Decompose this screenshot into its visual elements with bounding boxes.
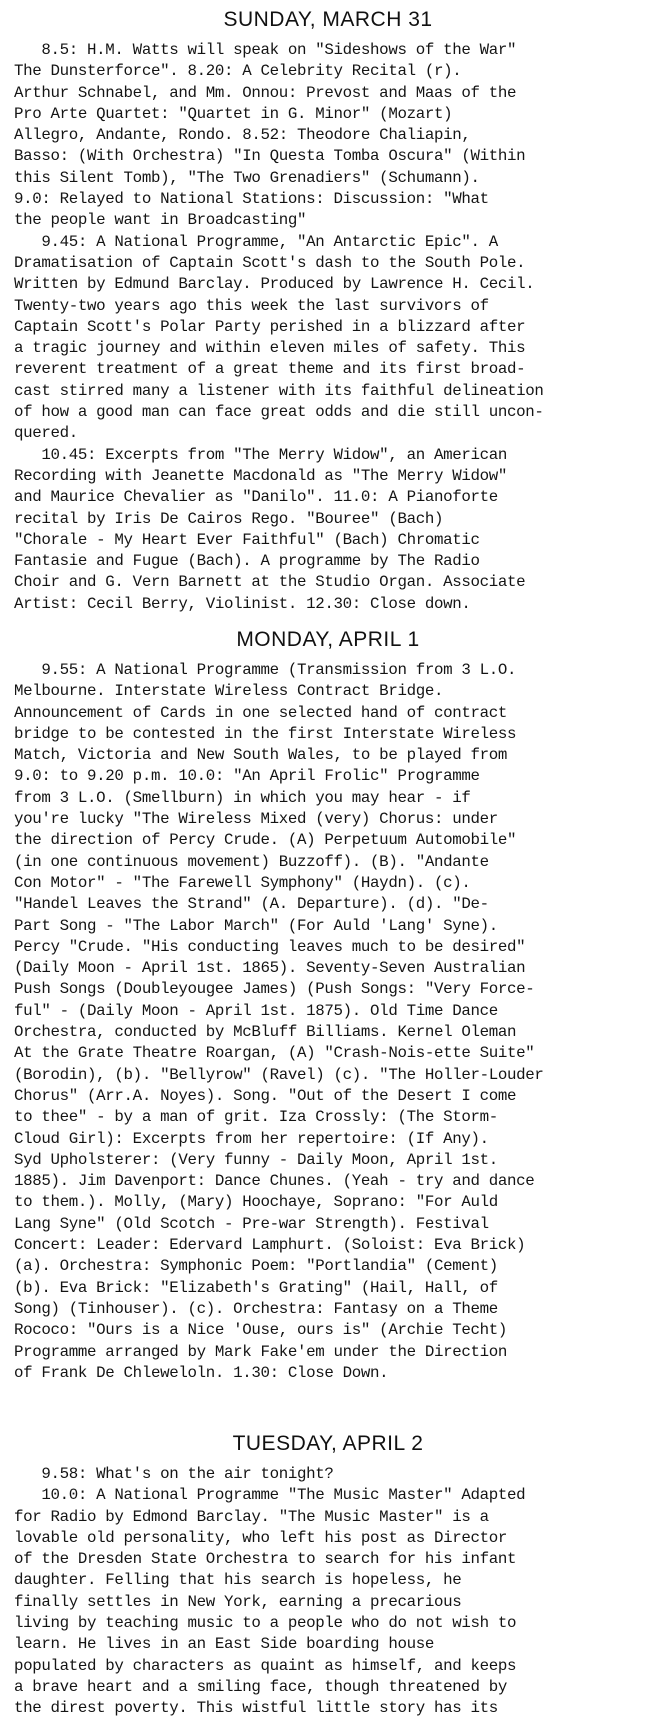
text-line: 9.0: to 9.20 p.m. 10.0: "An April Frolic" Programme (14, 767, 480, 786)
text-line: Match, Victoria and New South Wales, to be played from (14, 746, 508, 765)
text-line: Twenty-two years ago this week the last survivors of (14, 296, 489, 315)
text-line: Cloud Girl): Excerpts from her repertoire: (If Any). (14, 1129, 489, 1148)
text-line: you're lucky "The Wireless Mixed (very) Chorus: under (14, 810, 498, 829)
text-line: The Dunsterforce". 8.20: A Celebrity Recital (r). (14, 62, 462, 81)
text-line: from 3 L.O. (Smellburn) in which you may hear - if (14, 788, 471, 807)
text-line: Lang Syne" (Old Scotch - Pre-war Strength). Festival (14, 1214, 489, 1233)
text-line: (b). Eva Brick: "Elizabeth's Grating" (Hail, Hall, of (14, 1278, 498, 1297)
text-line: living by teaching music to a people who do not wish to (14, 1614, 517, 1633)
text-line: Written by Edmund Barclay. Produced by Lawrence H. Cecil. (14, 275, 535, 294)
text-line: 8.5: H.M. Watts will speak on "Sideshows of the War" (14, 41, 517, 59)
text-line: Allegro, Andante, Rondo. 8.52: Theodore Chaliapin, (14, 126, 471, 145)
text-line: learn. He lives in an East Side boarding house (14, 1635, 434, 1654)
text-line: Announcement of Cards in one selected hand of contract (14, 703, 508, 722)
text-line: of Frank De Chleweloln. 1.30: Close Down. (14, 1363, 389, 1382)
text-line: a tragic journey and within eleven miles of safety. This (14, 339, 526, 358)
text-line: Artist: Cecil Berry, Violinist. 12.30: Close down. (14, 594, 471, 613)
text-line: 9.0: Relayed to National Stations: Discussion: "What (14, 190, 489, 209)
text-line: for Radio by Edmond Barclay. "The Music Master" is a (14, 1507, 489, 1526)
text-line: Concert: Leader: Edervard Lamphurt. (Soloist: Eva Brick) (14, 1236, 526, 1255)
sunday-programme-text (14, 40, 646, 615)
text-line: (a). Orchestra: Symphonic Poem: "Portlandia" (Cement) (14, 1257, 498, 1276)
text-line: "Chorale - My Heart Ever Faithful" (Bach) Chromatic (14, 530, 480, 549)
text-line: Recording with Jeanette Macdonald as "The Merry Widow" (14, 466, 508, 485)
text-line: Rococo: "Ours is a Nice 'Ouse, ours is" (Archie Techt) (14, 1321, 508, 1340)
text-line: of the Dresden State Orchestra to search for his infant (14, 1550, 517, 1569)
text-line: lovable old personality, who left his post as Director (14, 1528, 508, 1547)
text-line: Con Motor" - "The Farewell Symphony" (Haydn). (c). (14, 873, 471, 892)
text-line: At the Grate Theatre Roargan, (A) "Crash-Nois-ette Suite" (14, 1044, 535, 1063)
text-line: (Daily Moon - April 1st. 1865). Seventy-Seven Australian (14, 959, 526, 978)
text-line: Captain Scott's Polar Party perished in a blizzard after (14, 317, 526, 336)
text-line: 9.55: A National Programme (Transmission from 3 L.O. (14, 661, 517, 679)
text-line: the direst poverty. This wistful little story has its (14, 1699, 498, 1718)
text-line: Fantasie and Fugue (Bach). A programme by The Radio (14, 552, 480, 571)
text-line: finally settles in New York, earning a precarious (14, 1592, 462, 1611)
text-line: cast stirred many a listener with its faithful delineation (14, 381, 544, 400)
text-line: 10.0: A National Programme "The Music Master" Adapted (14, 1486, 526, 1505)
text-line: 9.45: A National Programme, "An Antarctic Epic". A (14, 232, 498, 251)
text-line: recital by Iris De Cairos Rego. "Bouree" (Bach) (14, 509, 444, 528)
text-line: reverent treatment of a great theme and its first broad- (14, 360, 526, 379)
day-heading-tuesday: TUESDAY, APRIL 2 (232, 1432, 424, 1455)
text-line: Dramatisation of Captain Scott's dash to the South Pole. (14, 253, 526, 272)
text-line: this Silent Tomb), "The Two Grenadiers" (Schumann). (14, 168, 480, 187)
text-line: ful" - (Daily Moon - April 1st. 1875). Old Time Dance (14, 1001, 498, 1020)
text-line: Chorus" (Arr.A. Noyes). Song. "Out of the Desert I come (14, 1086, 517, 1105)
text-line: Song) (Tinhouser). (c). Orchestra: Fantasy on a Theme (14, 1299, 498, 1318)
text-line: to thee" - by a man of grit. Iza Crossly: (The Storm- (14, 1108, 498, 1127)
text-line: Part Song - "The Labor March" (For Auld 'Lang' Syne). (14, 916, 498, 935)
text-line: 10.45: Excerpts from "The Merry Widow", an American (14, 445, 508, 464)
text-line: Choir and G. Vern Barnett at the Studio Organ. Associate (14, 573, 526, 592)
text-line: and Maurice Chevalier as "Danilo". 11.0: A Pianoforte (14, 488, 498, 507)
text-line: bridge to be contested in the first Interstate Wireless (14, 724, 517, 743)
text-line: the direction of Percy Crude. (A) Perpetuum Automobile" (14, 831, 517, 850)
text-line: 9.58: What's on the air tonight? (14, 1465, 334, 1483)
text-line: Arthur Schnabel, and Mm. Onnou: Prevost and Maas of the (14, 83, 517, 102)
text-line: to them.). Molly, (Mary) Hoochaye, Soprano: "For Auld (14, 1193, 498, 1212)
text-line: Push Songs (Doubleyougee James) (Push Songs: "Very Force- (14, 980, 535, 999)
text-line: quered. (14, 424, 78, 443)
text-line: Basso: (With Orchestra) "In Questa Tomba Oscura" (Within (14, 147, 526, 166)
text-line: Programme arranged by Mark Fake'em under the Direction (14, 1342, 508, 1361)
text-line: "Handel Leaves the Strand" (A. Departure). (d). "De- (14, 895, 489, 914)
text-line: the people want in Broadcasting" (14, 211, 307, 230)
monday-programme-text (14, 660, 646, 1384)
text-line: Percy "Crude. "His conducting leaves much to be desired" (14, 937, 526, 956)
text-line: Syd Upholsterer: (Very funny - Daily Moon, April 1st. (14, 1150, 498, 1169)
text-line: Melbourne. Interstate Wireless Contract Bridge. (14, 682, 444, 701)
day-heading-sunday: SUNDAY, MARCH 31 (223, 8, 433, 31)
text-line: (in one continuous movement) Buzzoff). (B). "Andante (14, 852, 489, 871)
text-line: populated by characters as quaint as himself, and keeps (14, 1656, 517, 1675)
day-heading-monday: MONDAY, APRIL 1 (236, 628, 420, 651)
text-line: Orchestra, conducted by McBluff Billiams. Kernel Oleman (14, 1023, 517, 1042)
tuesday-programme-text (14, 1464, 646, 1720)
text-line: 1885). Jim Davenport: Dance Chunes. (Yeah - try and dance (14, 1172, 535, 1191)
text-line: Pro Arte Quartet: "Quartet in G. Minor" (Mozart) (14, 104, 453, 123)
text-line: daughter. Felling that his search is hopeless, he (14, 1571, 462, 1590)
text-line: of how a good man can face great odds and die still uncon- (14, 403, 544, 422)
text-line: (Borodin), (b). "Bellyrow" (Ravel) (c). "The Holler-Louder (14, 1065, 544, 1084)
text-line: a brave heart and a smiling face, though threatened by (14, 1677, 508, 1696)
